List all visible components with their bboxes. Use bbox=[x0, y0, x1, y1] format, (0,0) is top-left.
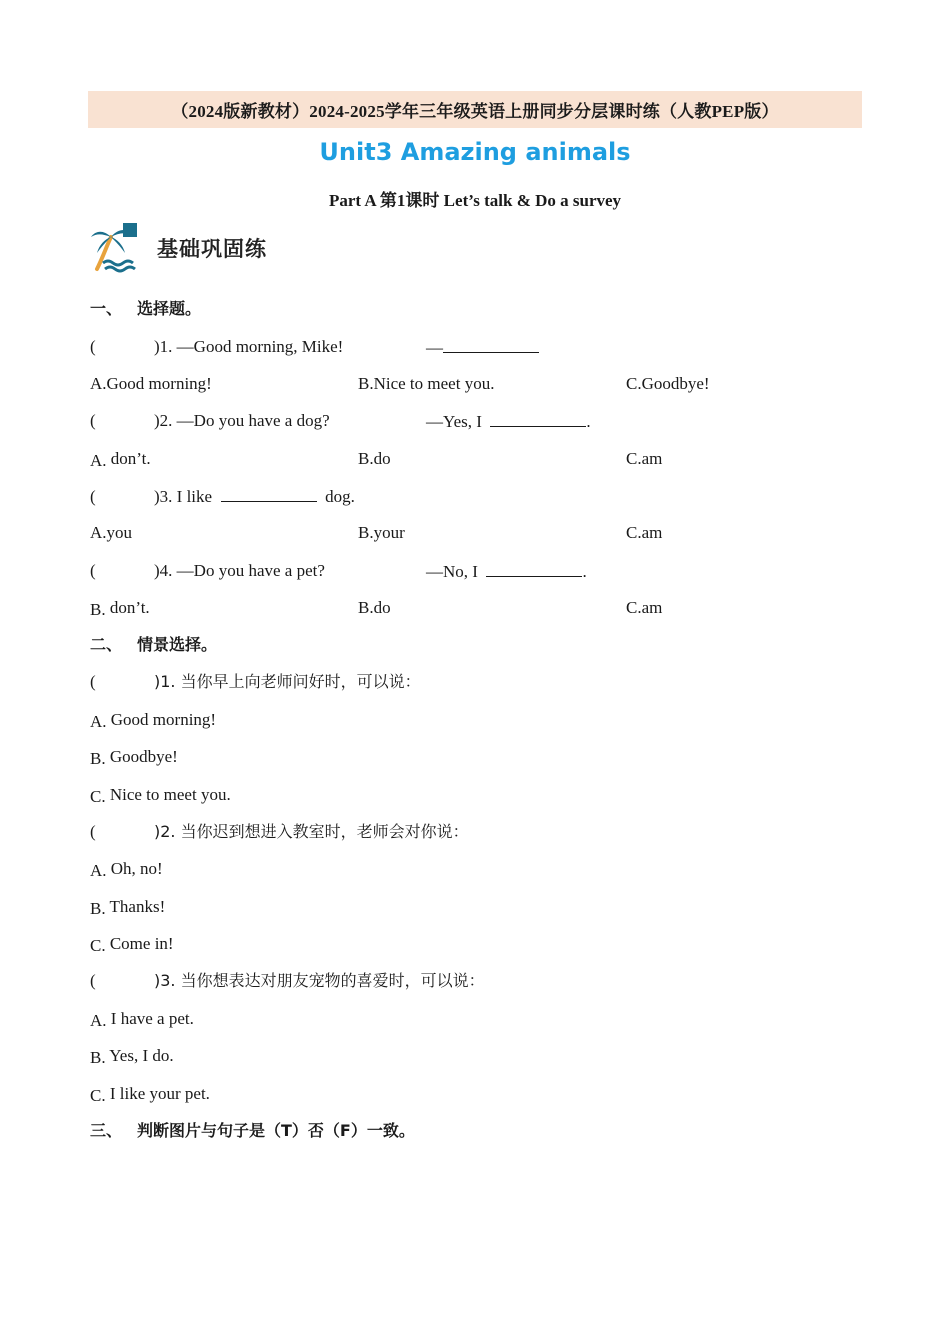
section-badge-label: 基础巩固练 bbox=[157, 237, 267, 261]
reply-text: — bbox=[426, 338, 443, 357]
option-text: Nice to meet you. bbox=[109, 785, 231, 804]
option-b[interactable]: B.do bbox=[358, 449, 391, 468]
options-1-3 bbox=[90, 521, 850, 545]
option-c[interactable]: C.am bbox=[626, 523, 663, 542]
options-1-1 bbox=[90, 372, 850, 396]
option-c[interactable]: C.am bbox=[626, 598, 663, 617]
option-text: Goodbye! bbox=[109, 747, 178, 766]
question-2-2 bbox=[90, 820, 469, 844]
option-text: don’t. bbox=[110, 449, 151, 468]
section-badge bbox=[89, 222, 267, 274]
answer-blank[interactable] bbox=[443, 335, 539, 353]
option-c[interactable]: C.am bbox=[626, 449, 663, 468]
option-text: I like your pet. bbox=[109, 1084, 210, 1103]
option-letter: A. bbox=[90, 712, 107, 731]
option-2-2-b[interactable] bbox=[90, 895, 165, 919]
option-2-1-b[interactable] bbox=[90, 745, 178, 769]
option-text: Thanks! bbox=[109, 897, 166, 916]
option-letter: B. bbox=[90, 600, 106, 619]
reply-text: —Yes, I bbox=[426, 412, 482, 431]
option-2-2-c[interactable] bbox=[90, 932, 174, 956]
option-a[interactable]: A.Good morning! bbox=[90, 374, 212, 393]
option-letter: B. bbox=[90, 1048, 106, 1067]
option-b[interactable]: B.do bbox=[358, 598, 391, 617]
option-text: I have a pet. bbox=[110, 1009, 194, 1028]
question-text-end: dog. bbox=[325, 487, 355, 506]
option-letter: C. bbox=[90, 936, 106, 955]
option-letter: A. bbox=[90, 451, 107, 470]
option-text: Good morning! bbox=[110, 710, 217, 729]
option-letter: A. bbox=[90, 861, 107, 880]
option-letter: B. bbox=[90, 749, 106, 768]
question-text: )1. 当你早上向老师问好时，可以说： bbox=[154, 672, 421, 691]
option-a[interactable] bbox=[90, 447, 151, 471]
answer-slot[interactable]: ( bbox=[90, 822, 96, 841]
part-title: Part A 第1课时 Let’s talk & Do a survey bbox=[328, 191, 622, 210]
question-1-4 bbox=[90, 559, 850, 583]
reply-end: . bbox=[586, 412, 591, 431]
answer-slot[interactable]: ( bbox=[90, 971, 96, 990]
section3-number: 三、 bbox=[90, 1121, 123, 1140]
reply-text: —No, I bbox=[426, 562, 478, 581]
question-text: )2. 当你迟到想进入教室时，老师会对你说： bbox=[154, 822, 469, 841]
option-letter: C. bbox=[90, 1086, 106, 1105]
answer-slot[interactable]: ( bbox=[90, 411, 96, 430]
section3-heading bbox=[90, 1119, 415, 1143]
option-2-1-a[interactable] bbox=[90, 708, 216, 732]
option-2-3-c[interactable] bbox=[90, 1082, 210, 1106]
section1-heading bbox=[90, 297, 201, 321]
option-2-3-b[interactable] bbox=[90, 1044, 174, 1068]
question-2-3 bbox=[90, 969, 485, 993]
answer-slot[interactable]: ( bbox=[90, 561, 96, 580]
option-text: Yes, I do. bbox=[109, 1046, 174, 1065]
option-letter: C. bbox=[90, 787, 106, 806]
question-text: )4. —Do you have a pet? bbox=[154, 561, 325, 580]
answer-slot[interactable]: ( bbox=[90, 672, 96, 691]
question-text: )3. I like bbox=[154, 487, 213, 506]
answer-blank[interactable] bbox=[486, 559, 582, 577]
question-text: )1. —Good morning, Mike! bbox=[154, 337, 344, 356]
options-1-4 bbox=[90, 596, 850, 620]
question-1-3 bbox=[90, 484, 850, 508]
option-a[interactable] bbox=[90, 596, 150, 620]
section3-title: 判断图片与句子是（T）否（F）一致。 bbox=[137, 1121, 415, 1140]
question-2-1 bbox=[90, 670, 421, 694]
question-text: )3. 当你想表达对朋友宠物的喜爱时，可以说： bbox=[154, 971, 485, 990]
option-2-2-a[interactable] bbox=[90, 857, 163, 881]
answer-blank[interactable] bbox=[490, 409, 586, 427]
question-1-1 bbox=[90, 335, 850, 359]
option-letter: B. bbox=[90, 899, 106, 918]
option-c[interactable]: C.Goodbye! bbox=[626, 374, 710, 393]
palm-tree-wave-icon bbox=[89, 223, 139, 273]
unit-title: Unit3 Amazing animals bbox=[319, 138, 631, 166]
option-text: Come in! bbox=[109, 934, 174, 953]
option-letter: A. bbox=[90, 1011, 107, 1030]
option-text: don’t. bbox=[109, 598, 150, 617]
section2-title: 情景选择。 bbox=[137, 635, 218, 654]
question-1-2 bbox=[90, 409, 850, 433]
section2-number: 二、 bbox=[90, 635, 123, 654]
section1-number: 一、 bbox=[90, 299, 123, 318]
answer-slot[interactable]: ( bbox=[90, 487, 96, 506]
document-banner: （2024版新教材）2024-2025学年三年级英语上册同步分层课时练（人教PEP版） bbox=[88, 91, 862, 128]
options-1-2 bbox=[90, 447, 850, 471]
reply-end: . bbox=[582, 562, 587, 581]
answer-blank[interactable] bbox=[221, 484, 317, 502]
section2-heading bbox=[90, 633, 217, 657]
option-b[interactable]: B.your bbox=[358, 523, 405, 542]
option-a[interactable]: A.you bbox=[90, 523, 133, 542]
answer-slot[interactable]: ( bbox=[90, 337, 96, 356]
option-2-3-a[interactable] bbox=[90, 1007, 194, 1031]
section1-title: 选择题。 bbox=[137, 299, 202, 318]
question-text: )2. —Do you have a dog? bbox=[154, 411, 330, 430]
option-2-1-c[interactable] bbox=[90, 783, 231, 807]
option-text: Oh, no! bbox=[110, 859, 163, 878]
option-b[interactable]: B.Nice to meet you. bbox=[358, 374, 495, 393]
